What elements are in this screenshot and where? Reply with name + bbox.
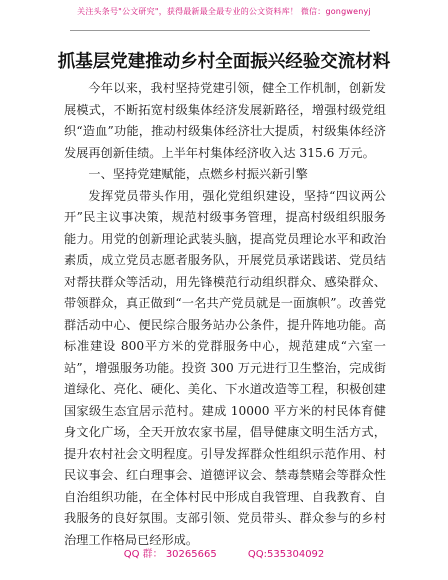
paragraph: 发挥党员带头作用，强化党组织建设，坚持“四议两公开”民主议事决策，规范村级事务管理，提高村级组织服务能力。用党的创新理论武装头脑，提高党员理论水平和政治素质，成立党员志愿者服务队，开展党员承诺践诺、党员结对帮扶群众等活动，用先锋模范行动组织群众、感染群众、带领群众，真正做到“一名共产党员就是一面旗帜”。改善党群活动中心、便民综合服务站办公条件，提升阵地功能。高标准建设 800平方米的党群服务中心，规范建成“六室一站”，增强服务功能。投资 300 万元进行卫生整治，完成街道绿化、亮化、硬化、美化、下水道改造等工程，积极创建国家级生态宜居示范村。建成 10000 平方米的村民体育健身文化广场，全天开放农家书屋，倡导健康文明生活方式，提升农村社会文明程度。引导发挥群众性组织示范作用、村民议事会、红白理事会、道德评议会、禁毒禁赌会等群众性自治组织功能，在全体村民中形成自我管理、自我教育、自我服务的良好氛围。支部引领、党员带头、群众参与的乡村治理工作格局已经形成。 [64, 188, 386, 547]
header-note: 关注头条号"公文研究"，获得最新最全最专业的公文资料库！ 微信：gongwenyj [77, 7, 371, 16]
paragraph: 今年以来，我村坚持党建引领，健全工作机制，创新发展模式，不断拓宽村级集体经济发展新路径，增强村级党组织“造血”功能，推动村级集体经济壮大提质，村级集体经济发展再创新佳绩。上半年村集体经济收入达 315.6 万元。 [64, 81, 386, 160]
document-title: 抓基层党建推动乡村全面振兴经验交流材料 [57, 52, 391, 72]
footer [0, 545, 448, 560]
document-body [64, 78, 386, 551]
footer-qq-group: QQ 群： 30265665 [123, 549, 217, 560]
section-heading: 一、坚持党建赋能，点燃乡村振兴新引擎 [88, 167, 308, 181]
header-divider [70, 30, 370, 31]
footer-qq: QQ:535304092 [247, 549, 325, 560]
